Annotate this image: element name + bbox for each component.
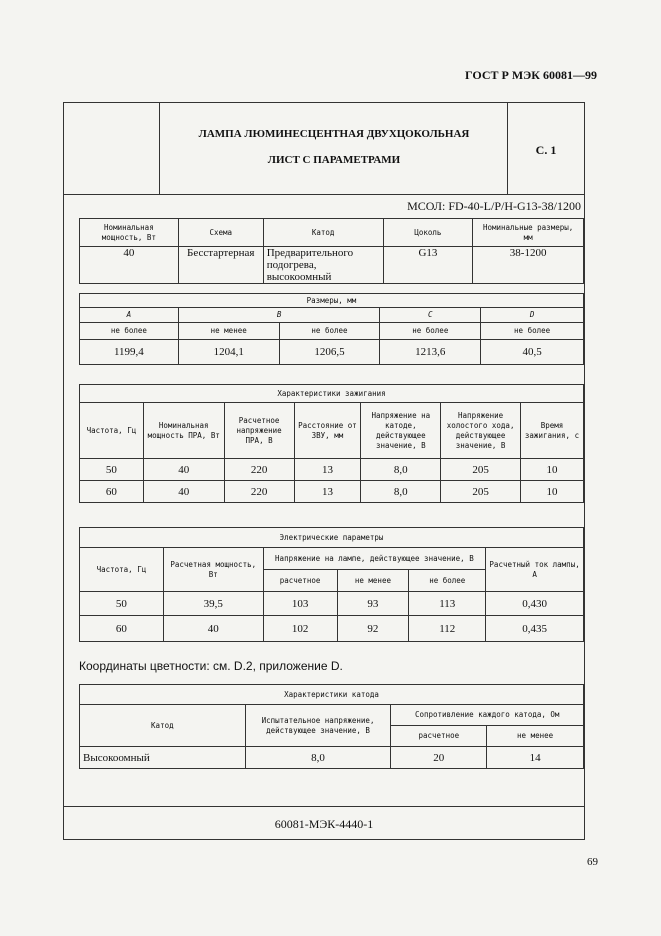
table-cell: G13 [383, 247, 473, 284]
table-title: Характеристики катода [80, 685, 584, 705]
limit-label: не менее [178, 323, 279, 340]
limit-label: не более [279, 323, 380, 340]
table-cell: 40 [143, 481, 224, 503]
table-header: Расстояние от ЗВУ, мм [294, 403, 361, 459]
table-header: Напряжение на катоде, действующее значение, В [361, 403, 441, 459]
table-cell: 13 [294, 459, 361, 481]
table-header: Напряжение на лампе, действующее значение, В [263, 548, 486, 570]
table-header: Напряжение холостого хода, действующее значение, В [441, 403, 521, 459]
table-header: Частота, Гц [80, 403, 144, 459]
limit-label: не более [80, 323, 179, 340]
table-cell: 205 [441, 481, 521, 503]
table-cell: 103 [263, 592, 337, 616]
table-header: Сопротивление каждого катода, Ом [391, 705, 584, 726]
table-cell: 60 [80, 481, 144, 503]
table-cell: 220 [224, 481, 294, 503]
table-cell: Высокоомный [80, 747, 246, 769]
table-cell: 8,0 [245, 747, 391, 769]
table-cell: 40 [80, 247, 179, 284]
table-header: Расчетная мощность, Вт [163, 548, 263, 592]
table-cell: 38-1200 [473, 247, 584, 284]
dimension-letter: A [80, 308, 179, 323]
table-header: Время зажигания, с [521, 403, 584, 459]
table-cell: Бесстартерная [178, 247, 263, 284]
sheet-title: ЛАМПА ЛЮМИНЕСЦЕНТНАЯ ДВУХЦОКОЛЬНАЯ [198, 128, 470, 140]
color-coordinates-note: Координаты цветности: см. D.2, приложение D. [79, 659, 343, 673]
limit-label: не более [481, 323, 584, 340]
table-subheader: расчетное [263, 570, 337, 592]
table-header: Номинальная мощность, Вт [80, 219, 179, 247]
table-cell: 1204,1 [178, 340, 279, 365]
standard-number: ГОСТ Р МЭК 60081—99 [465, 68, 597, 82]
table-subheader: не менее [487, 726, 584, 747]
table-cell: 113 [409, 592, 486, 616]
table-title: Размеры, мм [80, 294, 584, 308]
table-cell: 8,0 [361, 459, 441, 481]
table-cell: 0,435 [486, 616, 584, 642]
table-header: Схема [178, 219, 263, 247]
table-header: Частота, Гц [80, 548, 164, 592]
table-cell: 40,5 [481, 340, 584, 365]
table-cell: 10 [521, 459, 584, 481]
table-cell: 1206,5 [279, 340, 380, 365]
ignition-table [79, 384, 584, 503]
header-left-cell [64, 103, 160, 194]
cathode-table [79, 684, 584, 769]
dimensions-table [79, 293, 584, 365]
table-cell: 1213,6 [380, 340, 481, 365]
dimension-letter: B [178, 308, 380, 323]
page-number: 69 [587, 856, 598, 868]
table-header: Расчетное напряжение ПРА, В [224, 403, 294, 459]
table-cell: 50 [80, 459, 144, 481]
table-header: Испытательное напряжение, действующее значение, В [245, 705, 391, 747]
dimension-letter: D [481, 308, 584, 323]
electrical-table [79, 527, 584, 642]
dimension-letter: C [380, 308, 481, 323]
table-cell: 60 [80, 616, 164, 642]
table-cell: 20 [391, 747, 487, 769]
table-cell: 112 [409, 616, 486, 642]
table-cell: 10 [521, 481, 584, 503]
table-header: Расчетный ток лампы, А [486, 548, 584, 592]
lamp-code: МСОЛ: FD-40-L/P/H-G13-38/1200 [407, 199, 581, 213]
table-cell: 13 [294, 481, 361, 503]
table-header: Катод [80, 705, 246, 747]
table-cell: 50 [80, 592, 164, 616]
table-cell: 14 [487, 747, 584, 769]
table-cell: 0,430 [486, 592, 584, 616]
main-params-table [79, 218, 584, 284]
table-cell: 93 [337, 592, 409, 616]
sheet-number: С. 1 [535, 143, 557, 157]
table-cell: 220 [224, 459, 294, 481]
table-subheader: не менее [337, 570, 409, 592]
table-cell: 40 [163, 616, 263, 642]
table-header: Цоколь [383, 219, 473, 247]
table-header: Номинальные размеры, мм [473, 219, 584, 247]
table-cell: 39,5 [163, 592, 263, 616]
footer-divider [64, 806, 584, 807]
sheet-subtitle: ЛИСТ С ПАРАМЕТРАМИ [267, 154, 401, 166]
table-cell: 102 [263, 616, 337, 642]
table-subheader: не более [409, 570, 486, 592]
table-cell: 1199,4 [80, 340, 179, 365]
table-title: Характеристики зажигания [80, 385, 584, 403]
table-header: Номинальная мощность ПРА, Вт [143, 403, 224, 459]
limit-label: не более [380, 323, 481, 340]
footer-code: 60081-МЭК-4440-1 [274, 817, 374, 831]
table-header: Катод [263, 219, 383, 247]
table-cell: Предварительного подогрева, высокоомный [263, 247, 383, 284]
table-cell: 8,0 [361, 481, 441, 503]
table-cell: 40 [143, 459, 224, 481]
header-divider [64, 194, 584, 195]
table-subheader: расчетное [391, 726, 487, 747]
table-cell: 205 [441, 459, 521, 481]
table-cell: 92 [337, 616, 409, 642]
table-title: Электрические параметры [80, 528, 584, 548]
